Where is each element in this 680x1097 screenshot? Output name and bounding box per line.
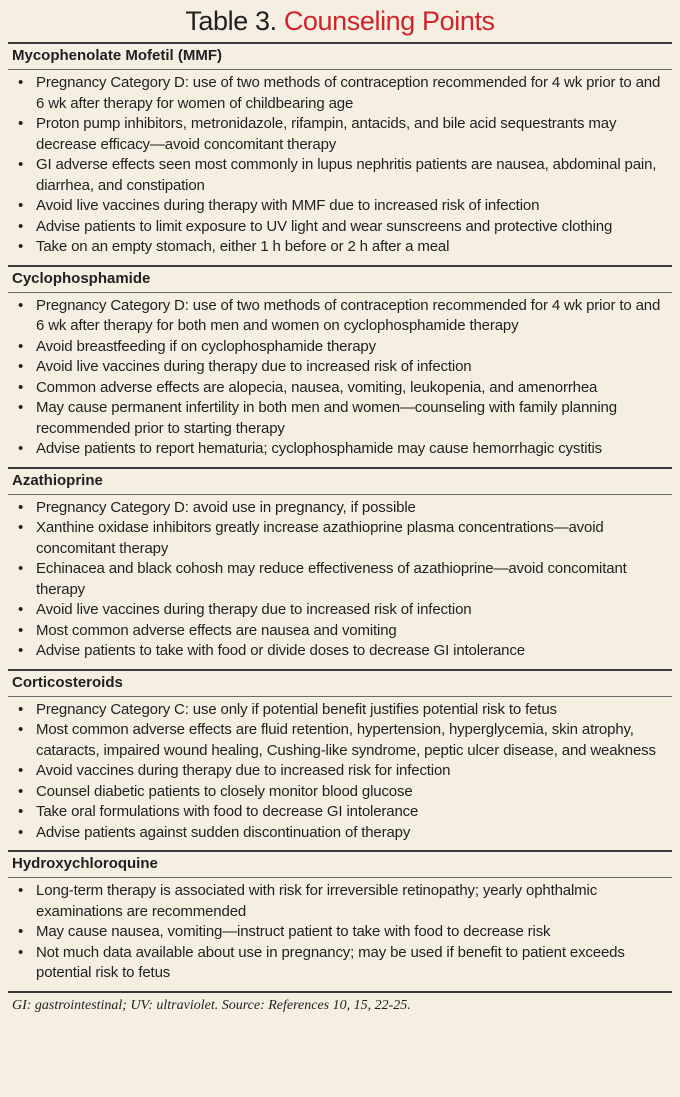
section-header: Azathioprine [8,467,672,495]
list-item [8,641,672,662]
list-item [8,237,672,258]
bullet-icon: • [18,399,24,416]
bullet-icon: • [18,440,24,457]
bullet-icon: • [18,337,24,355]
list-item [8,700,672,721]
list-item [8,559,672,600]
bullet-icon: • [18,642,24,659]
list-item-text: Avoid vaccines during therapy due to increased risk for infection [36,762,451,779]
section-header: Mycophenolate Mofetil (MMF) [8,42,672,70]
list-item-text: Xanthine oxidase inhibitors greatly increase azathioprine plasma concentrations—avoid concomitant therapy [36,519,604,557]
list-item [8,881,672,922]
bullet-icon: • [18,296,24,314]
bullet-icon: • [18,601,24,618]
list-item [8,398,672,439]
list-item [8,943,672,984]
bullet-icon: • [18,238,24,255]
drug-section [8,265,672,467]
list-item-text: Not much data available about use in pregnancy; may be used if benefit to patient exceeds potential risk to fetus [36,943,625,981]
bullet-list [8,70,672,265]
list-item [8,114,672,155]
list-item [8,823,672,844]
list-item [8,196,672,217]
bullet-icon: • [18,156,24,173]
bullet-icon: • [18,519,24,536]
list-item [8,439,672,460]
table-caption: Counseling Points [283,6,495,36]
list-item [8,73,672,114]
list-item-text: Take on an empty stomach, either 1 h before or 2 h after a meal [36,238,450,255]
list-item-text: Pregnancy Category D: avoid use in pregnancy, if possible [36,498,416,516]
table-number: Table 3. [185,6,277,36]
table-title [8,0,672,42]
list-item [8,378,672,399]
bullet-list [8,878,672,991]
list-item [8,922,672,943]
list-item-text: Avoid live vaccines during therapy due to increased risk of infection [36,601,472,618]
list-item [8,782,672,803]
bullet-icon: • [18,217,24,235]
bullet-icon: • [18,74,24,91]
bullet-icon: • [18,621,24,639]
list-item-text: May cause nausea, vomiting—instruct patient to take with food to decrease risk [36,923,551,940]
list-item-text: Pregnancy Category D: use of two methods of contraception recommended for 4 wk prior to and 6 wk after therapy for women of childbearing age [36,74,661,112]
bullet-icon: • [18,803,24,820]
table-footnote: GI: gastrointestinal; UV: ultraviolet. Source: References 10, 15, 22-25. [8,991,672,1019]
list-item-text: Common adverse effects are alopecia, nausea, vomiting, leukopenia, and amenorrhea [36,378,598,396]
list-item-text: Advise patients to report hematuria; cyclophosphamide may cause hemorrhagic cystitis [36,440,603,457]
bullet-icon: • [18,197,24,214]
list-item [8,600,672,621]
list-item-text: Echinacea and black cohosh may reduce effectiveness of azathioprine—avoid concomitant therapy [36,560,627,598]
list-item [8,518,672,559]
bullet-icon: • [18,115,24,132]
list-item-text: Avoid live vaccines during therapy due to increased risk of infection [36,358,472,375]
section-header: Cyclophosphamide [8,265,672,293]
section-header: Hydroxychloroquine [8,850,672,878]
bullet-icon: • [18,498,24,516]
bullet-icon: • [18,823,24,841]
bullet-list [8,697,672,851]
drug-section [8,467,672,669]
list-item-text: Advise patients to take with food or divide doses to decrease GI intolerance [36,642,525,659]
drug-section [8,42,672,265]
list-item-text: Pregnancy Category D: use of two methods of contraception recommended for 4 wk prior to and 6 wk after therapy for both men and women on cyclophosphamide therapy [36,296,661,334]
list-item-text: Counsel diabetic patients to closely monitor blood glucose [36,782,413,800]
list-item [8,337,672,358]
list-item [8,498,672,519]
table-body [8,42,672,991]
list-item [8,802,672,823]
bullet-icon: • [18,762,24,779]
bullet-icon: • [18,721,24,738]
list-item-text: Long-term therapy is associated with risk for irreversible retinopathy; yearly ophthalmic examinations are recommended [36,882,598,920]
bullet-list [8,495,672,669]
bullet-icon: • [18,378,24,396]
list-item-text: Advise patients to limit exposure to UV light and wear sunscreens and protective clothing [36,217,613,235]
drug-section [8,669,672,851]
list-item [8,720,672,761]
bullet-icon: • [18,923,24,940]
list-item-text: Most common adverse effects are nausea and vomiting [36,621,397,639]
list-item [8,761,672,782]
list-item [8,155,672,196]
bullet-list [8,293,672,467]
bullet-icon: • [18,882,24,899]
list-item-text: Pregnancy Category C: use only if potential benefit justifies potential risk to fetus [36,700,557,718]
list-item-text: Take oral formulations with food to decrease GI intolerance [36,803,419,820]
list-item-text: Most common adverse effects are fluid retention, hypertension, hyperglycemia, skin atrophy, cataracts, impaired wound healing, Cushing-like syndrome, peptic ulcer disease, and weakness [36,721,656,759]
list-item [8,296,672,337]
list-item-text: May cause permanent infertility in both men and women—counseling with family planning recommended prior to starting therapy [36,399,617,437]
section-header: Corticosteroids [8,669,672,697]
list-item-text: Proton pump inhibitors, metronidazole, rifampin, antacids, and bile acid sequestrants may decrease efficacy—avoid concomitant therapy [36,115,617,153]
bullet-icon: • [18,560,24,577]
list-item-text: GI adverse effects seen most commonly in lupus nephritis patients are nausea, abdominal pain, diarrhea, and constipation [36,156,657,194]
list-item-text: Advise patients against sudden discontinuation of therapy [36,823,411,841]
bullet-icon: • [18,943,24,961]
bullet-icon: • [18,782,24,800]
bullet-icon: • [18,358,24,375]
list-item [8,217,672,238]
list-item [8,357,672,378]
bullet-icon: • [18,700,24,718]
list-item [8,621,672,642]
drug-section [8,850,672,991]
list-item-text: Avoid breastfeeding if on cyclophosphamide therapy [36,337,376,355]
list-item-text: Avoid live vaccines during therapy with MMF due to increased risk of infection [36,197,540,214]
